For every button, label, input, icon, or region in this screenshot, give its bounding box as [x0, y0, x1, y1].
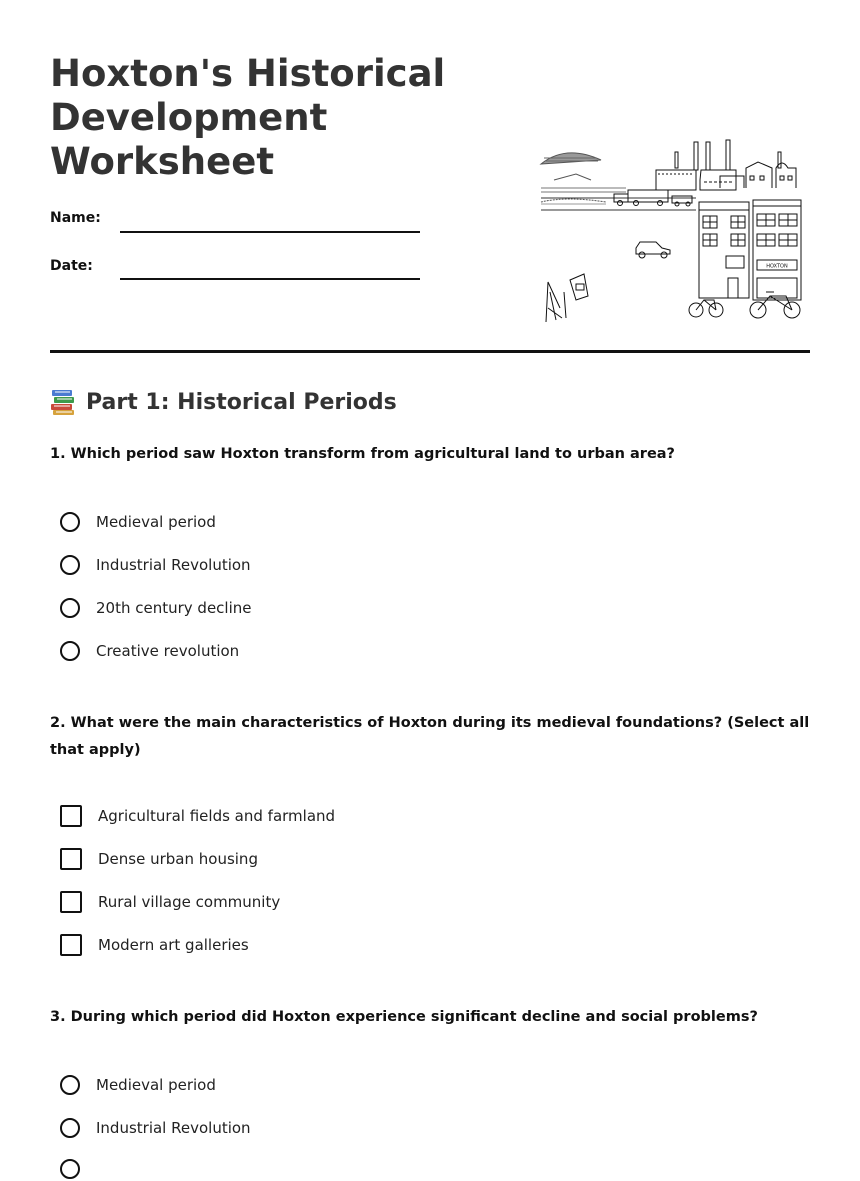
question-1: 1. Which period saw Hoxton transform from agricultural land to urban area?: [50, 446, 675, 462]
option-label: Medieval period: [96, 513, 216, 531]
option-label: Medieval period: [96, 1076, 216, 1094]
checkbox[interactable]: [60, 805, 82, 827]
hoxton-development-illustration: [536, 132, 808, 328]
checkbox[interactable]: [60, 848, 82, 870]
radio-button[interactable]: [60, 555, 80, 575]
q2-option-4[interactable]: [60, 933, 249, 957]
books-icon: [50, 388, 76, 416]
q2-option-1[interactable]: [60, 804, 335, 828]
q2-option-2[interactable]: [60, 847, 258, 871]
worksheet-title: Hoxton's Historical Development Worksheet: [50, 52, 446, 183]
name-label: Name:: [50, 210, 101, 226]
section-title: Part 1: Historical Periods: [86, 389, 397, 415]
radio-button[interactable]: [60, 512, 80, 532]
option-label: Creative revolution: [96, 642, 240, 660]
radio-button[interactable]: [60, 598, 80, 618]
question-3: 3. During which period did Hoxton experience significant decline and social problems?: [50, 1009, 758, 1025]
checkbox[interactable]: [60, 891, 82, 913]
option-label: Modern art galleries: [98, 936, 249, 954]
shop-sign: HOXTON: [766, 263, 788, 270]
name-input-line[interactable]: [120, 231, 420, 233]
option-label: Industrial Revolution: [96, 1119, 251, 1137]
q1-option-2[interactable]: [60, 553, 251, 577]
radio-button[interactable]: [60, 1159, 80, 1179]
radio-button[interactable]: [60, 1118, 80, 1138]
option-label: Dense urban housing: [98, 850, 258, 868]
question-2: 2. What were the main characteristics of Hoxton during its medieval foundations? (Select all that apply): [50, 715, 810, 758]
q3-option-1[interactable]: [60, 1073, 216, 1097]
option-label: Industrial Revolution: [96, 556, 251, 574]
header-divider: [50, 350, 810, 353]
date-input-line[interactable]: [120, 278, 420, 280]
radio-button[interactable]: [60, 1075, 80, 1095]
q1-option-3[interactable]: [60, 596, 252, 620]
section-heading: [50, 388, 397, 416]
option-label: Agricultural fields and farmland: [98, 807, 336, 825]
date-label: Date:: [50, 258, 93, 274]
q3-option-2[interactable]: [60, 1116, 251, 1140]
q1-option-1[interactable]: [60, 510, 216, 534]
q2-option-3[interactable]: [60, 890, 280, 914]
radio-button[interactable]: [60, 641, 80, 661]
option-label: 20th century decline: [96, 599, 252, 617]
q1-option-4[interactable]: [60, 639, 239, 663]
checkbox[interactable]: [60, 934, 82, 956]
option-label: Rural village community: [98, 893, 281, 911]
